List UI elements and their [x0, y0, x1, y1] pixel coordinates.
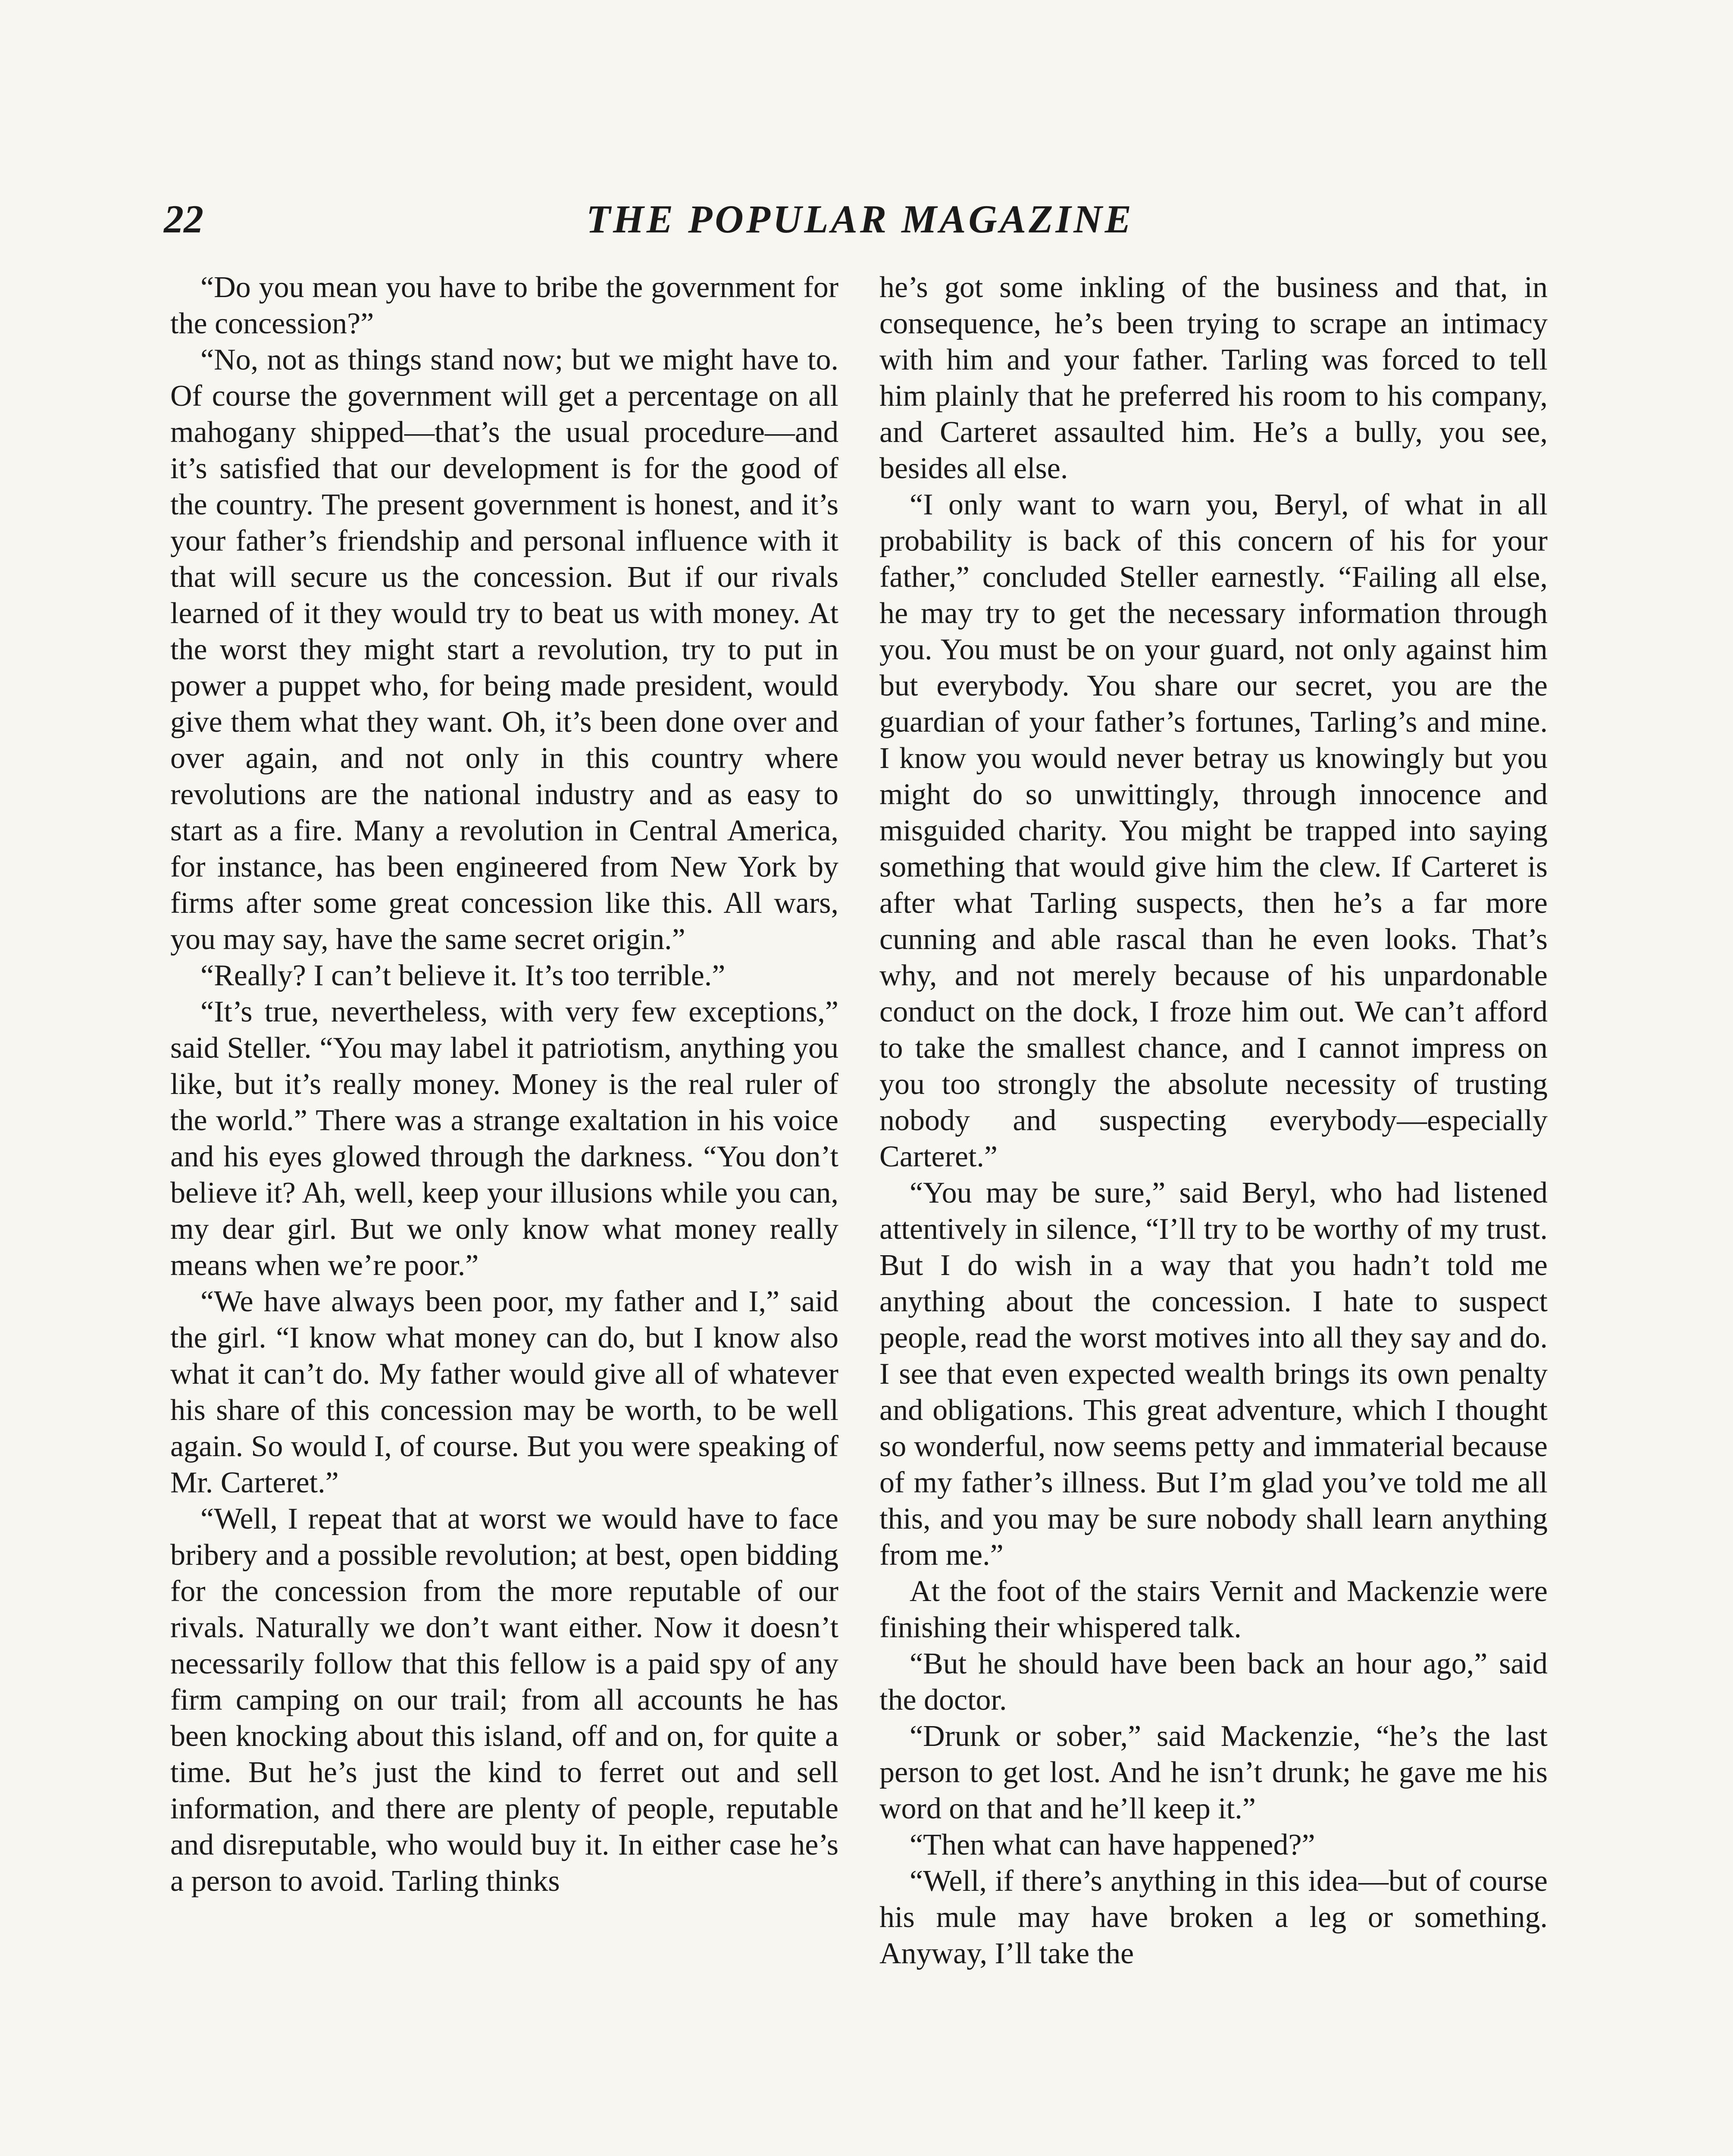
page-number: 22 — [164, 197, 203, 241]
paragraph: “Well, I repeat that at worst we would have to face bribery and a possible revolution; at best, open bidding for the concession from the more reputable of our rivals. Naturally we don’t want either. Now it doesn’t necessarily follow that this fellow is a paid spy of any firm camping on our trail; from all accounts he has been knocking about this island, off and on, for quite a time. But he’s just the kind to ferret out and sell information, and there are plenty of people, reputable and disreputable, who would buy it. In either case he’s a person to avoid. Tarling thinks — [170, 1502, 838, 1898]
running-head: THE POPULAR MAGAZINE — [586, 197, 1134, 241]
left-column — [170, 270, 838, 1899]
right-column — [879, 270, 1548, 1972]
paragraph: “No, not as things stand now; but we might have to. Of course the government will get a percentage on all mahogany shipped—that’s the usual procedure—and it’s satisfied that our development is for the good of the country. The present government is honest, and it’s your father’s friendship and personal influence with it that will secure us the concession. But if our rivals learned of it they would try to beat us with money. At the worst they might start a revolution, try to put in power a puppet who, for being made president, would give them what they want. Oh, it’s been done over and over again, and not only in this country where revolutions are the national industry and as easy to start as a fire. Many a revolution in Central America, for instance, has been engineered from New York by firms after some great concession like this. All wars, you may say, have the same secret origin.” — [170, 343, 838, 956]
paragraph: “Do you mean you have to bribe the government for the concession?” — [170, 271, 838, 340]
paragraph: “Really? I can’t believe it. It’s too terrible.” — [200, 959, 726, 992]
paragraph: At the foot of the stairs Vernit and Mackenzie were finishing their whispered talk. — [879, 1575, 1548, 1644]
paragraph: “I only want to warn you, Beryl, of what in all probability is back of this concern of his for your father,” concluded Steller earnestly. “Failing all else, he may try to get the necessary information through you. You must be on your guard, not only against him but everybody. You share our secret, you are the guardian of your father’s fortunes, Tarling’s and mine. I know you would never betray us knowingly but you might do so unwittingly, through innocence and misguided charity. You might be trapped into saying something that would give him the clew. If Carteret is after what Tarling suspects, then he’s a far more cunning and able rascal than he even looks. That’s why, and not merely because of his unpardonable conduct on the dock, I froze him out. We can’t afford to take the smallest chance, and I cannot impress on you too strongly the absolute necessity of trusting nobody and suspecting everybody—especially Carteret.” — [879, 488, 1548, 1173]
paragraph: “Then what can have happened?” — [910, 1828, 1315, 1861]
page-header — [164, 196, 1556, 244]
paragraph: “Drunk or sober,” said Mackenzie, “he’s the last person to get lost. And he isn’t drunk; he gave me his word on that and he’ll keep it.” — [879, 1720, 1548, 1825]
paragraph: “Well, if there’s anything in this idea—but of course his mule may have broken a leg or something. Anyway, I’ll take the — [879, 1865, 1548, 1970]
paragraph: “It’s true, nevertheless, with very few exceptions,” said Steller. “You may label it patriotism, anything you like, but it’s really money. Money is the real ruler of the world.” There was a strange exaltation in his voice and his eyes glowed through the darkness. “You don’t believe it? Ah, well, keep your illusions while you can, my dear girl. But we only know what money really means when we’re poor.” — [170, 995, 838, 1282]
paragraph: “You may be sure,” said Beryl, who had listened attentively in silence, “I’ll try to be worthy of my trust. But I do wish in a way that you hadn’t told me anything about the concession. I hate to suspect people, read the worst motives into all they say and do. I see that even expected wealth brings its own penalty and obligations. This great adventure, which I thought so wonderful, now seems petty and immaterial because of my father’s illness. But I’m glad you’ve told me all this, and you may be sure nobody shall learn anything from me.” — [879, 1176, 1548, 1572]
paragraph: “But he should have been back an hour ago,” said the doctor. — [879, 1647, 1548, 1717]
continued-paragraph: he’s got some inkling of the business and that, in consequence, he’s been trying to scrape an intimacy with him and your father. Tarling was forced to tell him plainly that he preferred his room to his company, and Carteret assaulted him. He’s a bully, you see, besides all else. — [879, 271, 1548, 485]
paragraph: “We have always been poor, my father and I,” said the girl. “I know what money can do, but I know also what it can’t do. My father would give all of whatever his share of this concession may be worth, to be well again. So would I, of course. But you were speaking of Mr. Carteret.” — [170, 1285, 838, 1499]
